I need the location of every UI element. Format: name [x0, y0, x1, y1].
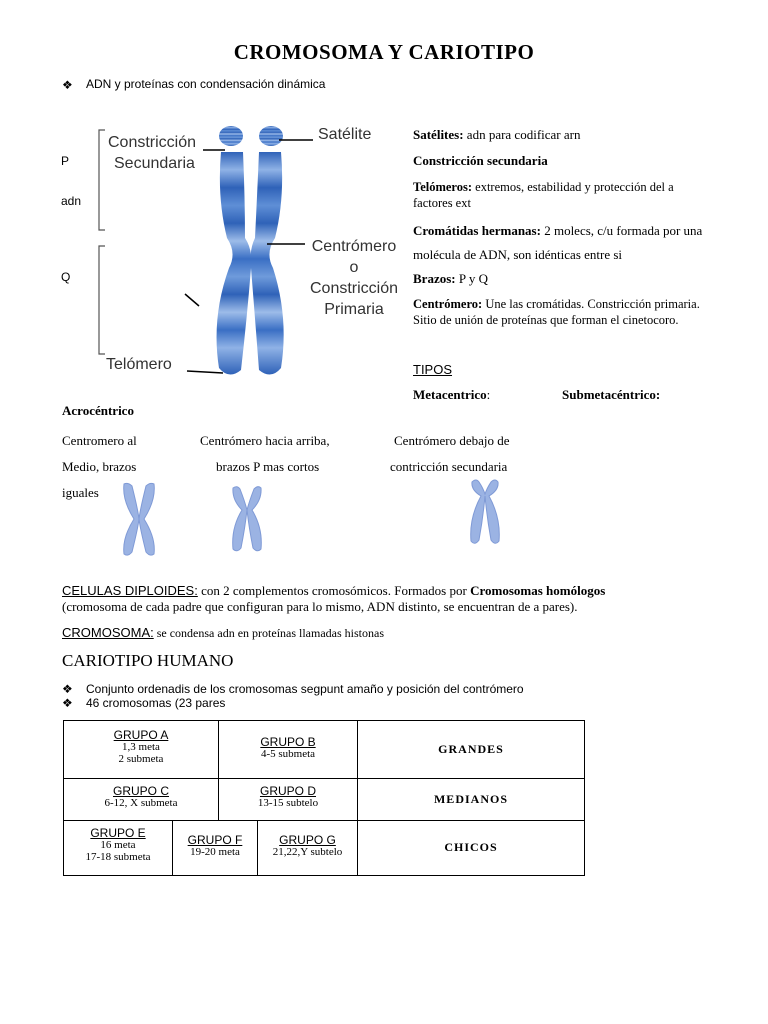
grupo-b-name: GRUPO B	[260, 735, 316, 749]
acrocentric-chromosome-icon	[464, 478, 506, 548]
size-chicos: CHICOS	[444, 840, 498, 854]
def-term: Telómeros:	[413, 180, 473, 194]
cariotipo-bullet-1: Conjunto ordenadis de los cromosomas segpunt amaño y posición del contrómero	[86, 682, 524, 696]
grupo-c-name: GRUPO C	[112, 784, 169, 798]
def-telomeros	[413, 179, 713, 219]
label-constriccion-line1: Constricción	[108, 134, 197, 151]
cromosoma-text: se condensa adn en proteínas llamadas histonas	[153, 626, 385, 640]
grupo-g-name: GRUPO G	[279, 833, 336, 847]
cell-grupo-d	[218, 778, 358, 821]
cariotipo-heading: CARIOTIPO HUMANO	[62, 651, 234, 670]
grupo-g-line: 21,22,Y subtelo	[272, 846, 343, 858]
cromosoma-label: CROMOSOMA:	[62, 625, 154, 640]
label-telomero: Telómero	[106, 356, 172, 373]
cell-size-medianos	[357, 778, 585, 821]
def-text: adn para codificar arn	[463, 127, 581, 142]
label-primaria-line4: Primaria	[324, 301, 384, 318]
grupo-e-line: 16 meta	[100, 839, 136, 851]
diamond-bullet-icon: ❖	[62, 682, 73, 696]
grupo-c-line: 6-12, X submeta	[104, 797, 178, 809]
cromosoma-paragraph	[62, 625, 384, 641]
diamond-bullet-icon: ❖	[62, 696, 73, 710]
diamond-bullet-icon: ❖	[62, 78, 73, 92]
def-satelites	[413, 127, 713, 153]
celulas-paragraph	[62, 583, 702, 615]
grupo-e-line: 17-18 submeta	[85, 851, 151, 863]
grupo-a-name: GRUPO A	[113, 728, 169, 742]
grupo-b-line: 4-5 submeta	[260, 748, 316, 760]
def-constriccion	[413, 153, 713, 179]
page-title: CROMOSOMA Y CARIOTIPO	[233, 40, 535, 64]
cell-grupo-e	[63, 820, 173, 876]
intro-text: ADN y proteínas con condensación dinámica	[86, 77, 326, 91]
grupo-f-line: 19-20 meta	[190, 846, 240, 858]
definitions-list	[413, 127, 713, 328]
celulas-text2: (cromosoma de cada padre que configuran para lo mismo, ADN distinto, se encuentran de a pares).	[62, 599, 578, 614]
cell-grupo-g	[257, 820, 358, 876]
col2-line: brazos P mas cortos	[216, 459, 320, 474]
bracket-p	[99, 130, 105, 230]
label-satelite: Satélite	[318, 126, 372, 143]
tipo-col3	[390, 428, 510, 480]
label-p: P	[61, 154, 70, 168]
celulas-label: CELULAS DIPLOIDES:	[62, 583, 198, 598]
col1-line: Medio, brazos	[62, 459, 137, 474]
label-adn: adn	[61, 194, 82, 208]
tipo-submetacentrico: Submetacéntrico:	[562, 387, 661, 402]
cell-grupo-c	[63, 778, 219, 821]
tipo-metacentrico	[413, 387, 490, 403]
col3-line: Centrómero debajo de	[394, 433, 510, 448]
cell-size-chicos	[357, 820, 585, 876]
tipo-acrocentrico: Acrocéntrico	[62, 403, 134, 418]
metacentrico-label: Metacentrico	[413, 387, 487, 402]
grupo-e-name: GRUPO E	[90, 826, 146, 840]
def-brazos	[413, 271, 713, 296]
grupo-f-name: GRUPO F	[187, 833, 243, 847]
def-term: Cromátidas hermanas:	[413, 223, 541, 238]
metacentric-chromosome-icon	[118, 480, 160, 558]
celulas-bold: Cromosomas homólogos	[470, 583, 606, 598]
def-text: 2 molecs, c/u formada por una molécula de ADN, son idénticas entre si	[413, 223, 703, 262]
label-constriccion-secundaria	[108, 132, 196, 174]
label-secundaria-line2: Secundaria	[114, 155, 195, 172]
label-centromero-line1: Centrómero	[311, 238, 397, 255]
metacentrico-colon: :	[486, 387, 491, 402]
size-grandes: GRANDES	[438, 742, 504, 756]
col3-line: contricción secundaria	[390, 459, 508, 474]
def-term: Constricción secundaria	[413, 153, 548, 168]
col2-line: Centrómero hacia arriba,	[200, 433, 330, 448]
grupo-a-line: 1,3 meta	[122, 741, 160, 753]
grupo-a-line: 2 submeta	[118, 753, 164, 765]
def-text: Une las cromátidas. Constricción primaria. Sitio de unión de proteínas que forman el cinetocoro.	[413, 297, 700, 327]
col1-line: Centromero al	[62, 433, 137, 448]
cell-size-grandes	[357, 720, 585, 779]
size-medianos: MEDIANOS	[433, 792, 508, 806]
col1-line: iguales	[62, 485, 99, 500]
submetacentric-chromosome-icon	[226, 484, 268, 554]
def-centromero	[413, 296, 713, 328]
celulas-text1: con 2 complementos cromosómicos. Formados por	[197, 583, 471, 598]
label-q: Q	[61, 270, 71, 284]
def-cromatidas	[413, 219, 713, 271]
def-term: Brazos:	[413, 271, 456, 286]
label-constriccion-line3: Constricción	[309, 280, 399, 297]
def-term: Centrómero:	[413, 297, 483, 311]
def-text: extremos, estabilidad y protección del a factores ext	[413, 180, 674, 210]
tipos-heading: TIPOS	[413, 362, 453, 377]
cell-grupo-a	[63, 720, 219, 779]
grupo-d-line: 13-15 subtelo	[257, 797, 319, 809]
tipo-col2	[200, 428, 330, 480]
grupo-d-name: GRUPO D	[259, 784, 316, 798]
bracket-q	[99, 246, 105, 354]
label-o-line2: o	[349, 259, 359, 276]
cariotipo-bullet-2: 46 cromosomas (23 pares	[86, 696, 226, 710]
cell-grupo-b	[218, 720, 358, 779]
cell-grupo-f	[172, 820, 258, 876]
def-text: P y Q	[455, 271, 488, 286]
label-centromero	[308, 236, 400, 320]
def-term: Satélites:	[413, 127, 464, 142]
